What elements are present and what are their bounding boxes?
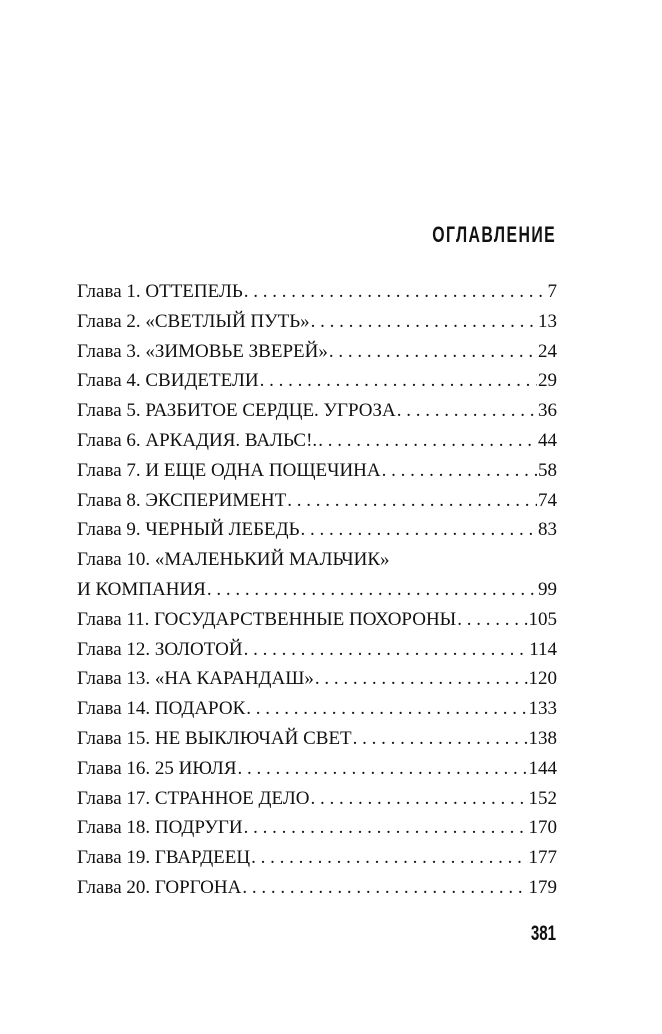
toc-entry-title: Глава 11. ГОСУДАРСТВЕННЫЕ ПОХОРОНЫ [77, 608, 457, 630]
toc-leader-dots [207, 575, 537, 605]
toc-entry-page: 138 [528, 727, 557, 749]
toc-entry-page: 144 [528, 757, 557, 779]
toc-entry [77, 515, 557, 545]
toc-entry [77, 456, 557, 486]
toc-entry [77, 307, 557, 337]
toc-entry [77, 575, 557, 605]
toc-entry-page: 36 [538, 400, 557, 422]
toc-entry-page: 13 [538, 310, 557, 332]
toc-entry-title: Глава 7. И ЕЩЕ ОДНА ПОЩЕЧИНА [77, 459, 381, 481]
toc-entry-title: Глава 15. НЕ ВЫКЛЮЧАЙ СВЕТ [77, 727, 352, 749]
toc-leader-dots [238, 754, 528, 784]
toc-entry-page: 58 [538, 459, 557, 481]
toc-leader-dots [329, 337, 537, 367]
toc-entry-page: 74 [538, 489, 557, 511]
toc-leader-dots [311, 307, 537, 337]
toc-leader-dots [287, 486, 537, 516]
toc-entry [77, 426, 557, 456]
toc-leader-dots [315, 664, 528, 694]
toc-entry [77, 784, 557, 814]
toc-entry [77, 724, 557, 754]
toc-entry-page: 99 [538, 578, 557, 600]
toc-entry [77, 813, 557, 843]
toc-entry-title: Глава 18. ПОДРУГИ [77, 817, 243, 839]
toc-entry-title: Глава 6. АРКАДИЯ. ВАЛЬС!. [77, 429, 318, 451]
toc-leader-dots [246, 694, 527, 724]
toc-entry [77, 337, 557, 367]
toc-entry [77, 545, 557, 575]
toc-entry-title: Глава 19. ГВАРДЕЕЦ [77, 847, 251, 869]
toc-leader-dots [382, 456, 537, 486]
toc-entry [77, 664, 557, 694]
toc-entry-page: 105 [528, 608, 557, 630]
toc-entry [77, 635, 557, 665]
toc-entry-page: 83 [538, 519, 557, 541]
toc-entry-page: 170 [528, 817, 557, 839]
toc-entry-title: Глава 12. ЗОЛОТОЙ [77, 638, 243, 660]
toc-leader-dots [397, 396, 537, 426]
toc-entry [77, 605, 557, 635]
toc-entry-page: 152 [528, 787, 557, 809]
toc-entry [77, 277, 557, 307]
toc-entry-title: Глава 5. РАЗБИТОЕ СЕРДЦЕ. УГРОЗА [77, 400, 396, 422]
toc-entry [77, 754, 557, 784]
toc-entry [77, 396, 557, 426]
toc-entry-title: Глава 8. ЭКСПЕРИМЕНТ [77, 489, 287, 511]
toc-entry [77, 843, 557, 873]
toc-entry-title: Глава 1. ОТТЕПЕЛЬ [77, 281, 243, 302]
toc-entry-title: И КОМПАНИЯ [77, 578, 206, 600]
toc-entry-page: 44 [538, 429, 557, 451]
toc-heading: ОГЛАВЛЕНИЕ [432, 222, 556, 247]
toc-entry-title: Глава 13. «НА КАРАНДАШ» [77, 668, 314, 690]
toc-entry-page: 133 [528, 698, 557, 720]
toc-leader-dots [310, 784, 527, 814]
table-of-contents [77, 277, 557, 903]
toc-entry-title: Глава 17. СТРАННОЕ ДЕЛО [77, 787, 310, 809]
toc-leader-dots [301, 515, 537, 545]
toc-leader-dots [457, 605, 527, 635]
toc-leader-dots [251, 843, 527, 873]
toc-entry-title: Глава 9. ЧЕРНЫЙ ЛЕБЕДЬ [77, 519, 300, 541]
toc-leader-dots [260, 366, 537, 396]
toc-leader-dots [353, 724, 528, 754]
toc-entry-title: Глава 20. ГОРГОНА [77, 876, 242, 898]
toc-entry [77, 366, 557, 396]
toc-leader-dots [244, 813, 528, 843]
toc-entry-page: 114 [529, 638, 557, 660]
toc-leader-dots [244, 277, 547, 307]
toc-leader-dots [244, 635, 529, 665]
toc-entry-page: 29 [538, 370, 557, 392]
toc-entry-page: 120 [528, 668, 557, 690]
toc-entry-title: Глава 3. «ЗИМОВЬЕ ЗВЕРЕЙ» [77, 340, 328, 362]
toc-entry [77, 486, 557, 516]
toc-entry-title: Глава 14. ПОДАРОК [77, 698, 246, 720]
toc-entry-title: Глава 16. 25 ИЮЛЯ [77, 757, 237, 779]
toc-entry-title: Глава 2. «СВЕТЛЫЙ ПУТЬ» [77, 310, 310, 332]
toc-entry-title: Глава 4. СВИДЕТЕЛИ [77, 370, 259, 392]
toc-entry [77, 694, 557, 724]
toc-entry [77, 873, 557, 903]
toc-entry-page: 7 [547, 281, 557, 302]
toc-leader-dots [242, 873, 527, 903]
toc-entry-page: 179 [528, 876, 557, 898]
toc-leader-dots [318, 426, 537, 456]
toc-entry-page: 24 [538, 340, 557, 362]
toc-entry-page: 177 [528, 847, 557, 869]
toc-entry-title: Глава 10. «МАЛЕНЬКИЙ МАЛЬЧИК» [77, 549, 390, 571]
page-number: 381 [530, 922, 556, 945]
